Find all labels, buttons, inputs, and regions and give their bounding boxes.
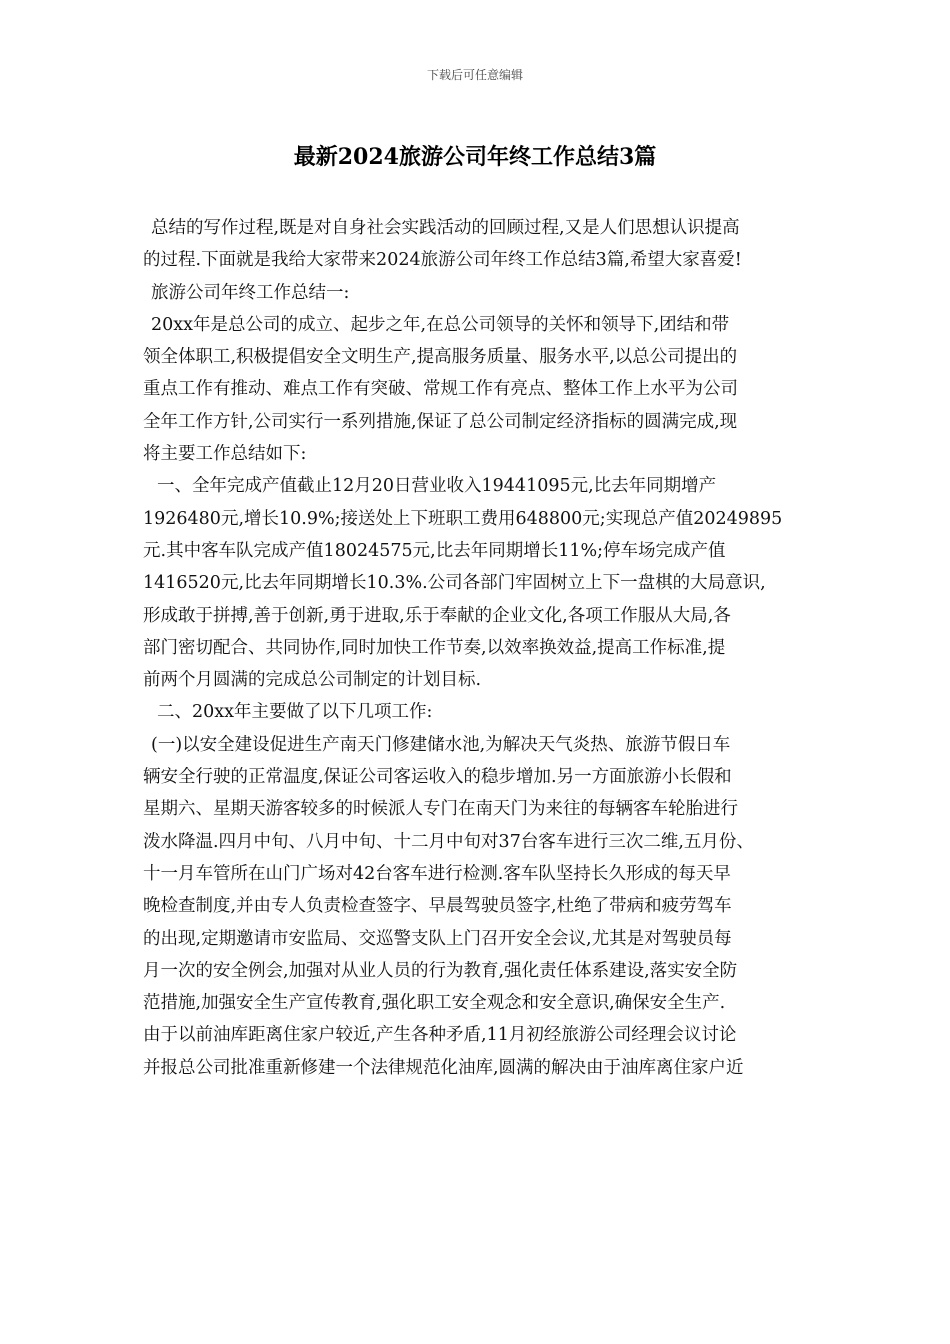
text-line: 由于以前油库距离住家户较近,产生各种矛盾,11月初经旅游公司经理会议讨论 [143, 1025, 737, 1046]
text-line: 领全体职工,积极提倡安全文明生产,提高服务质量、服务水平,以总公司提出的 [143, 347, 738, 368]
text-line: 辆安全行驶的正常温度,保证公司客运收入的稳步增加.另一方面旅游小长假和 [143, 767, 732, 788]
text-line: 月一次的安全例会,加强对从业人员的行为教育,强化责任体系建设,落实安全防 [143, 960, 738, 981]
text-line: 一、全年完成产值截止12月20日营业收入19441095元,比去年同期增产 [157, 476, 717, 497]
document-title: 最新2024旅游公司年终工作总结3篇 [293, 144, 657, 170]
text-line: 前两个月圆满的完成总公司制定的计划目标. [143, 670, 482, 691]
text-line: 1926480元,增长10.9%;接送处上下班职工费用648800元;实现总产值20249895 [143, 508, 783, 529]
text-line: 晚检查制度,并由专人负责检查签字、早晨驾驶员签字,杜绝了带病和疲劳驾车 [143, 896, 732, 917]
text-line: 总结的写作过程,既是对自身社会实践活动的回顾过程,又是人们思想认识提高 [151, 218, 740, 238]
section-heading: 旅游公司年终工作总结一: [151, 282, 350, 303]
section-heading: 二、20xx年主要做了以下几项工作: [157, 702, 433, 723]
text-line: 星期六、星期天游客较多的时候派人专门在南天门为来往的每辆客车轮胎进行 [143, 799, 738, 820]
text-line: 并报总公司批准重新修建一个法律规范化油库,圆满的解决由于油库离住家户近 [143, 1057, 744, 1078]
text-line: 泼水降温.四月中旬、八月中旬、十二月中旬对37台客车进行三次二维,五月份、 [143, 831, 754, 852]
text-line: 重点工作有推动、难点工作有突破、常规工作有亮点、整体工作上水平为公司 [143, 379, 738, 400]
text-line: (一)以安全建设促进生产南天门修建储水池,为解决天气炎热、旅游节假日车 [151, 734, 731, 755]
header-note: 下载后可任意编辑 [426, 68, 523, 82]
text-line: 的出现,定期邀请市安监局、交巡警支队上门召开安全会议,尤其是对驾驶员每 [143, 928, 732, 949]
text-line: 范措施,加强安全生产宣传教育,强化职工安全观念和安全意识,确保安全生产. [143, 993, 726, 1014]
text-line: 十一月车管所在山门广场对42台客车进行检测.客车队坚持长久形成的每天早 [143, 863, 731, 884]
text-line: 全年工作方针,公司实行一系列措施,保证了总公司制定经济指标的圆满完成,现 [143, 411, 738, 432]
text-line: 1416520元,比去年同期增长10.3%.公司各部门牢固树立上下一盘棋的大局意识, [143, 573, 766, 594]
text-line: 元.其中客车队完成产值18024575元,比去年同期增长11%;停车场完成产值 [143, 540, 726, 561]
text-line: 将主要工作总结如下: [143, 444, 307, 465]
text-line: 部门密切配合、共同协作,同时加快工作节奏,以效率换效益,提高工作标准,提 [143, 637, 726, 658]
text-line: 的过程.下面就是我给大家带来2024旅游公司年终工作总结3篇,希望大家喜爱! [143, 250, 742, 271]
document-body [143, 212, 808, 1084]
text-line: 形成敢于拼搏,善于创新,勇于进取,乐于奉献的企业文化,各项工作服从大局,各 [143, 605, 731, 626]
text-line: 20xx年是总公司的成立、起步之年,在总公司领导的关怀和领导下,团结和带 [151, 314, 730, 335]
